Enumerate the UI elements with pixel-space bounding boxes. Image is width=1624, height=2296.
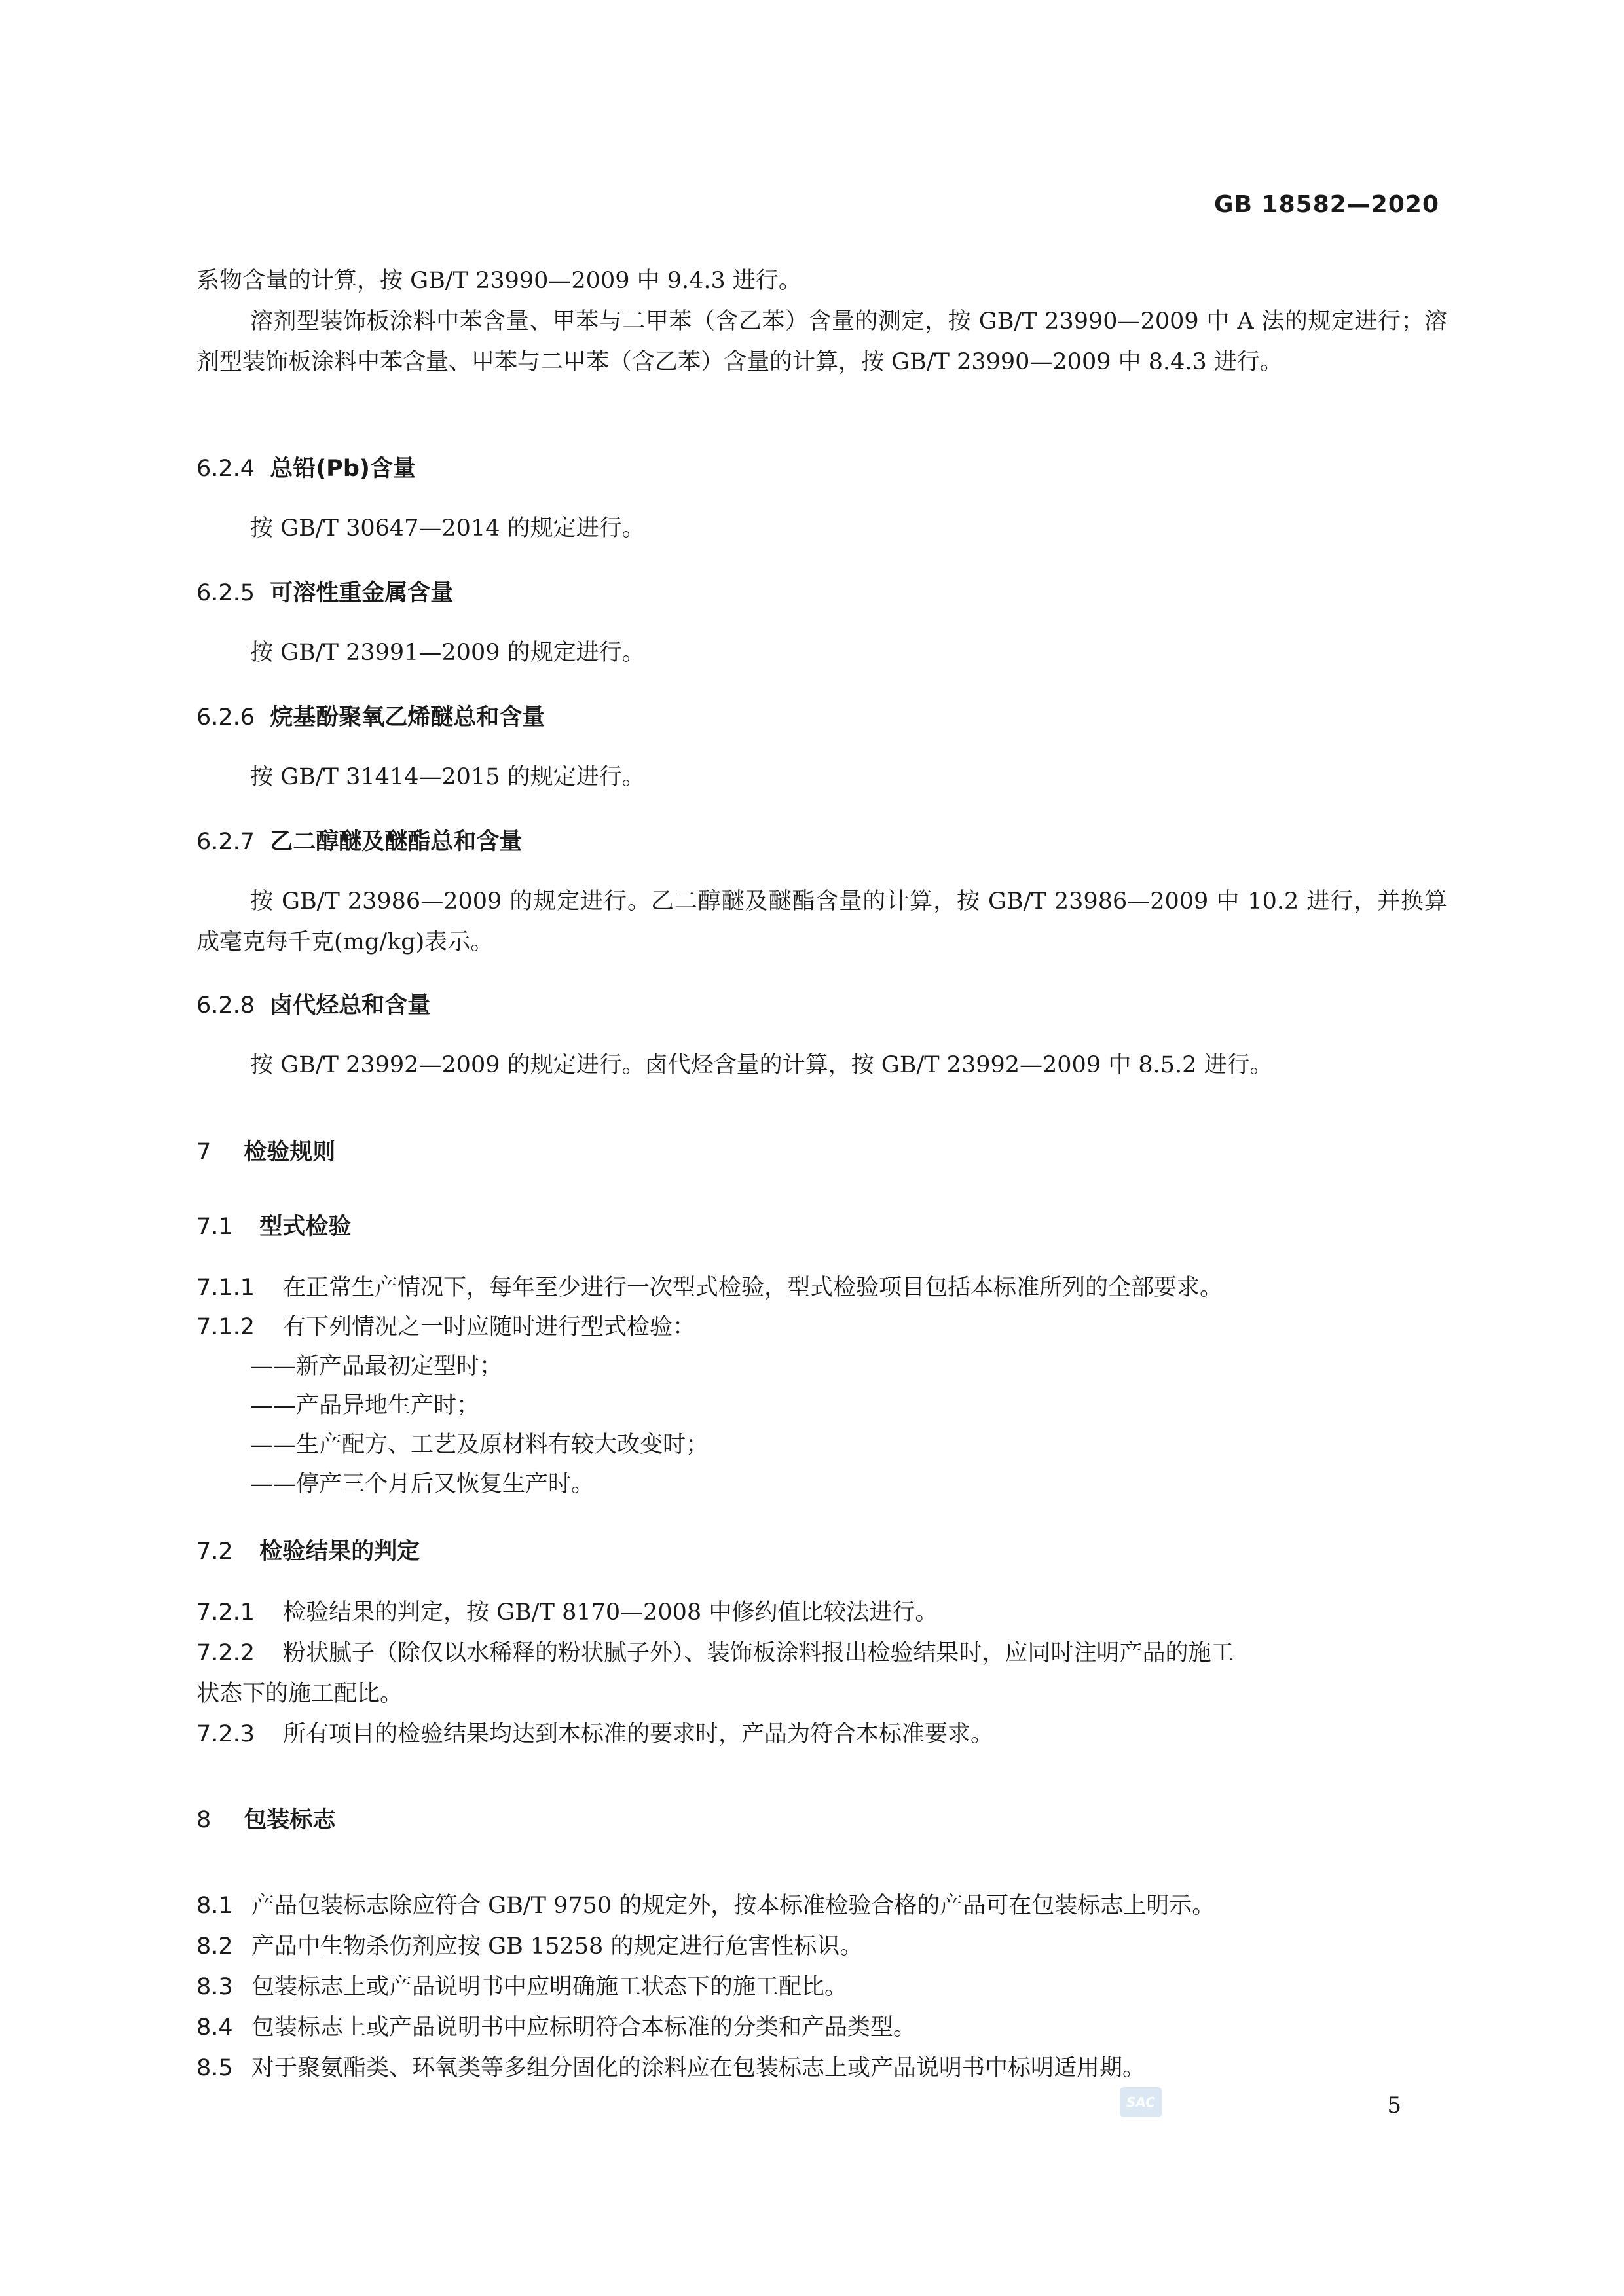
item-number: 8.5 [196, 2055, 233, 2081]
dash-item-2: ——产品异地生产时； [250, 1393, 480, 1419]
heading-7-2 [196, 1535, 420, 1569]
body-6-2-5: 按 GB/T 23991—2009 的规定进行。 [250, 640, 645, 666]
section-title: 烷基酚聚氧乙烯醚总和含量 [270, 704, 545, 731]
section-number: 6.2.8 [196, 993, 255, 1019]
section-title: 可溶性重金属含量 [270, 580, 454, 606]
section-number: 6.2.7 [196, 829, 255, 855]
section-number: 7.2 [196, 1539, 233, 1565]
item-text: 包装标志上或产品说明书中应明确施工状态下的施工配比。 [251, 1974, 848, 2000]
item-number: 7.1.2 [196, 1314, 255, 1340]
item-7-2-3 [196, 1714, 993, 1755]
item-7-2-1 [196, 1592, 938, 1633]
item-7-2-2 [196, 1633, 1234, 1673]
dash-item-1: ——新产品最初定型时； [250, 1353, 503, 1379]
item-8-2 [196, 1926, 862, 1967]
dash-item-4: ——停产三个月后又恢复生产时。 [250, 1471, 595, 1497]
dash-item-3: ——生产配方、工艺及原材料有较大改变时； [250, 1432, 709, 1458]
heading-8 [196, 1803, 335, 1837]
item-7-2-2-continued: 状态下的施工配比。 [196, 1681, 403, 1707]
item-number: 8.4 [196, 2014, 233, 2041]
item-number: 7.2.3 [196, 1721, 255, 1747]
item-number: 8.3 [196, 1974, 233, 2000]
body-6-2-4: 按 GB/T 30647—2014 的规定进行。 [250, 515, 645, 541]
heading-6-2-7 [196, 825, 522, 859]
body-6-2-6: 按 GB/T 31414—2015 的规定进行。 [250, 764, 645, 790]
section-number: 6.2.5 [196, 580, 255, 606]
item-text: 所有项目的检验结果均达到本标准的要求时，产品为符合本标准要求。 [283, 1721, 994, 1747]
section-title: 型式检验 [259, 1214, 352, 1240]
item-number: 7.2.1 [196, 1599, 255, 1626]
item-number: 8.1 [196, 1893, 233, 1919]
item-text: 产品中生物杀伤剂应按 GB 15258 的规定进行危害性标识。 [251, 1933, 863, 1959]
item-text: 在正常生产情况下，每年至少进行一次型式检验，型式检验项目包括本标准所列的全部要求。 [283, 1275, 1223, 1301]
section-number: 7.1 [196, 1214, 233, 1240]
standard-number-header: GB 18582—2020 [1214, 191, 1439, 218]
item-7-1-1 [196, 1267, 1223, 1308]
chapter-number: 8 [196, 1807, 212, 1833]
heading-6-2-5 [196, 576, 453, 610]
page-number: 5 [1387, 2092, 1401, 2119]
item-text: 对于聚氨酯类、环氧类等多组分固化的涂料应在包装标志上或产品说明书中标明适用期。 [251, 2055, 1146, 2081]
item-text: 粉状腻子（除仅以水稀释的粉状腻子外）、装饰板涂料报出检验结果时，应同时注明产品的施工 [283, 1640, 1234, 1666]
item-8-1 [196, 1886, 1215, 1926]
section-number: 6.2.4 [196, 456, 255, 482]
body-6-2-7: 按 GB/T 23986—2009 的规定进行。乙二醇醚及醚酯含量的计算，按 GB/T 23986—2009 中 10.2 进行，并换算成毫克每千克(mg/kg)表示。 [196, 888, 1447, 955]
item-number: 7.2.2 [196, 1640, 255, 1666]
paragraph-solvent-decorative-board: 溶剂型装饰板涂料中苯含量、甲苯与二甲苯（含乙苯）含量的测定，按 GB/T 23990—2009 中 A 法的规定进行；溶剂型装饰板涂料中苯含量、甲苯与二甲苯（含乙苯）含量的计算，按 GB/T 23990—2009 中 8.4.3 进行。 [196, 308, 1447, 375]
item-text: 检验结果的判定，按 GB/T 8170—2008 中修约值比较法进行。 [283, 1599, 938, 1626]
heading-6-2-4 [196, 452, 416, 486]
section-title: 总铅(Pb)含量 [270, 456, 416, 482]
section-title: 乙二醇醚及醚酯总和含量 [270, 829, 523, 855]
chapter-title: 检验规则 [244, 1139, 336, 1165]
item-8-4 [196, 2007, 916, 2048]
sac-watermark-logo: SAC [1120, 2087, 1162, 2117]
heading-6-2-8 [196, 989, 430, 1023]
item-8-5 [196, 2048, 1145, 2088]
item-text: 产品包装标志除应符合 GB/T 9750 的规定外，按本标准检验合格的产品可在包装标志上明示。 [251, 1893, 1215, 1919]
section-title: 卤代烃总和含量 [270, 993, 431, 1019]
item-text: 包装标志上或产品说明书中应标明符合本标准的分类和产品类型。 [251, 2014, 917, 2041]
body-6-2-8: 按 GB/T 23992—2009 的规定进行。卤代烃含量的计算，按 GB/T 23992—2009 中 8.5.2 进行。 [250, 1052, 1273, 1078]
section-number: 6.2.6 [196, 704, 255, 731]
item-7-1-2 [196, 1307, 695, 1347]
heading-7-1 [196, 1210, 351, 1244]
heading-7 [196, 1135, 335, 1169]
chapter-number: 7 [196, 1139, 212, 1165]
chapter-title: 包装标志 [244, 1807, 336, 1833]
section-title: 检验结果的判定 [259, 1539, 420, 1565]
item-8-3 [196, 1967, 847, 2007]
item-number: 8.2 [196, 1933, 233, 1959]
heading-6-2-6 [196, 701, 545, 735]
item-number: 7.1.1 [196, 1275, 255, 1301]
continuation-line: 系物含量的计算，按 GB/T 23990—2009 中 9.4.3 进行。 [196, 268, 802, 294]
item-text: 有下列情况之一时应随时进行型式检验： [283, 1314, 696, 1340]
